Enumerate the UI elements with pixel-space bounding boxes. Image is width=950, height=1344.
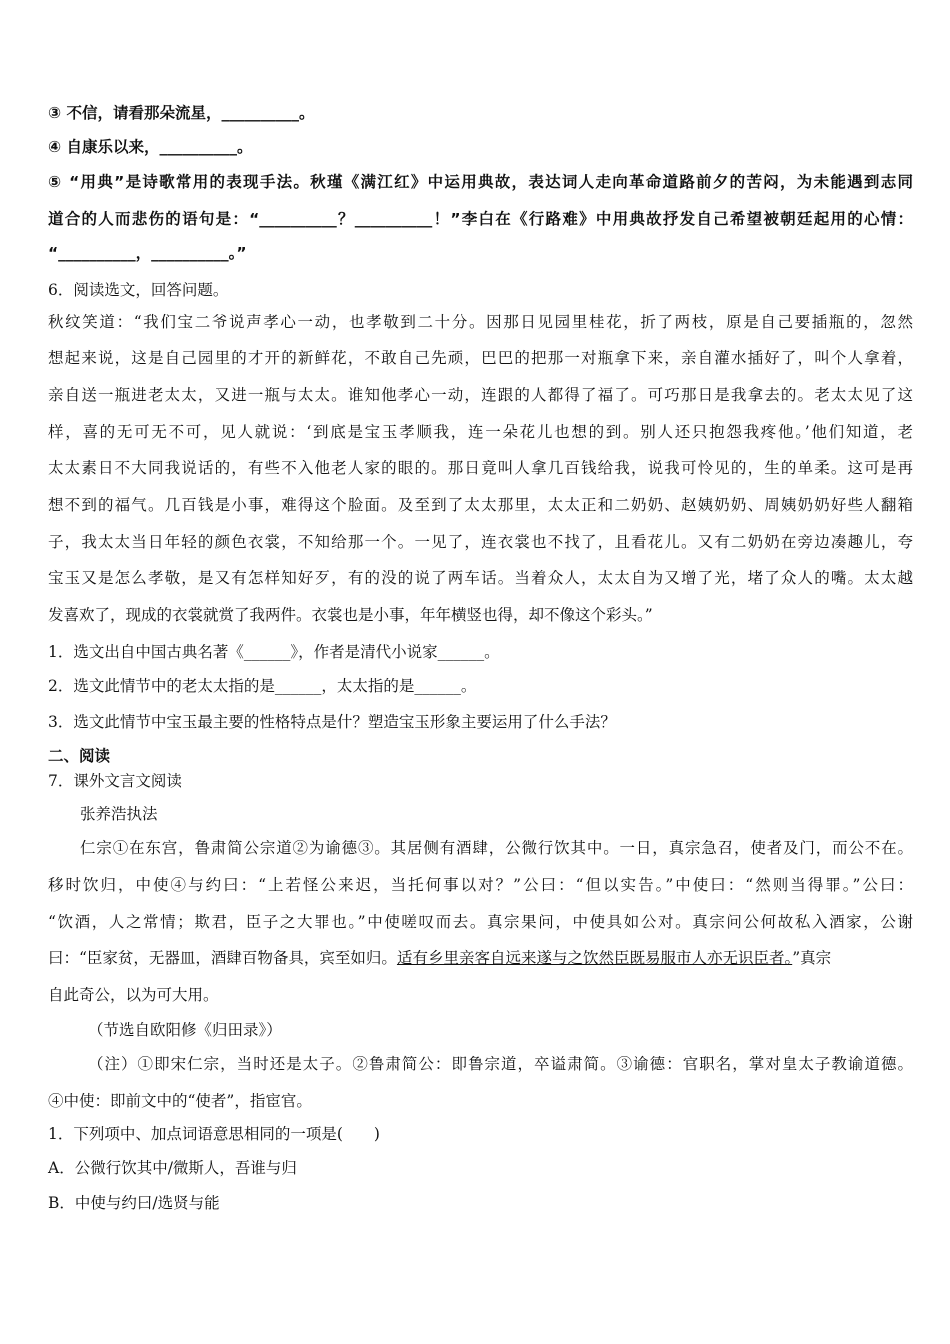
passage-text: ”真宗 (792, 949, 832, 967)
note-line: ④中使：即前文中的“使者”，指宦官。 (48, 1092, 312, 1110)
fill-in-line-5c: “__________，__________。” (48, 244, 247, 262)
q6-passage-line: 样，喜的无可无不可，见人就说：‘到底是宝玉孝顺我，连一朵花儿也想的到。别人还只抱怨我疼他。’他们知道，老 (48, 423, 913, 441)
q6-passage-line: 想不到的福气。几百钱是小事，难得这个脸面。及至到了太太那里，太太正和二奶奶、赵姨奶奶、周姨奶奶好些人翻箱 (48, 496, 913, 514)
q6-question-2: 2．选文此情节中的老太太指的是______，太太指的是______。 (48, 677, 477, 695)
passage-text: 曰：“臣家贫，无器皿，酒肆百物备具，宾至如归。 (48, 949, 397, 967)
wenyan-passage-line: 自此奇公，以为可大用。 (48, 986, 219, 1004)
q6-passage-line: 发喜欢了，现成的衣裳就赏了我两件。衣裳也是小事，年年横竖也得，却不像这个彩头。” (48, 606, 653, 624)
section-heading: 二、阅读 (48, 747, 111, 765)
wenyan-passage-line: 仁宗①在东宫，鲁肃简公宗道②为谕德③。其居侧有酒肆，公微行饮其中。一日，真宗急召，使者及门，而公不在。 (80, 839, 913, 857)
q6-passage-line: 宝玉又是怎么孝敬，是又有怎样知好歹，有的没的说了两车话。当着众人，太太自为又增了光，堵了众人的嘴。太太越 (48, 569, 913, 587)
fill-in-line-5a: ⑤ “用典”是诗歌常用的表现手法。秋瑾《满江红》中运用典故，表达词人走向革命道路前夕的苦闷，为未能遇到志同 (48, 173, 913, 191)
option-b: B．中使与约曰/选贤与能 (48, 1194, 220, 1212)
q7-question-1: 1．下列项中、加点词语意思相同的一项是( ) (48, 1125, 380, 1143)
fill-in-line-4: ④ 自康乐以来，__________。 (48, 138, 253, 156)
q6-passage-line: 子，我太太当日年轻的颜色衣裳，不知给那一个。一见了，连衣裳也不找了，且看花儿。又有二奶奶在旁边凑趣儿，夸 (48, 533, 913, 551)
q6-passage-line: 秋纹笑道：“我们宝二爷说声孝心一动，也孝敬到二十分。因那日见园里桂花，折了两枝，原是自己要插瓶的，忽然 (48, 313, 913, 331)
q6-question-3: 3．选文此情节中宝玉最主要的性格特点是什？塑造宝玉形象主要运用了什么手法？ (48, 713, 616, 731)
q7-heading: 7．课外文言文阅读 (48, 772, 182, 790)
passage-title: 张养浩执法 (80, 805, 158, 823)
passage-source: （节选自欧阳修《归田录》） (88, 1021, 282, 1039)
wenyan-passage-line: 移时饮归，中使④与约曰：“上若怪公来迟，当托何事以对？”公曰：“但以实告。”中使曰：“然则当得罪。”公曰： (48, 876, 913, 894)
q6-question-1: 1．选文出自中国古典名著《______》，作者是清代小说家______。 (48, 643, 500, 661)
option-a: A．公微行饮其中/微斯人，吾谁与归 (48, 1159, 297, 1177)
wenyan-passage-line (48, 946, 913, 970)
q6-heading: 6．阅读选文，回答问题。 (48, 281, 229, 299)
wenyan-passage-line: “饮酒，人之常情；欺君，臣子之大罪也。”中使嗟叹而去。真宗果问，中使具如公对。真宗问公何故私入酒家，公谢 (48, 913, 913, 931)
fill-in-line-3: ③ 不信，请看那朵流星，__________。 (48, 104, 315, 122)
q6-passage-line: 想起来说，这是自己园里的才开的新鲜花，不敢自己先顽，巴巴的把那一对瓶拿下来，亲自灌水插好了，叫个人拿着， (48, 349, 913, 367)
q6-passage-line: 太太素日不大同我说话的，有些不入他老人家的眼的。那日竟叫人拿几百钱给我，说我可怜见的，生的单柔。这可是再 (48, 459, 913, 477)
note-line: （注）①即宋仁宗，当时还是太子。②鲁肃简公：即鲁宗道，卒谥肃简。③谕德：官职名，掌对皇太子教谕道德。 (88, 1055, 913, 1073)
fill-in-line-5b: 道合的人而悲伤的语句是：“__________？__________！”李白在《行路难》中用典故抒发自己希望被朝廷起用的心情： (48, 210, 913, 228)
underlined-sentence: 适有乡里亲客自远来遂与之饮然臣既易服市人亦无识臣者。 (396, 949, 793, 967)
q6-passage-line: 亲自送一瓶进老太太，又进一瓶与太太。谁知他孝心一动，连跟的人都得了福了。可巧那日是我拿去的。老太太见了这 (48, 386, 913, 404)
